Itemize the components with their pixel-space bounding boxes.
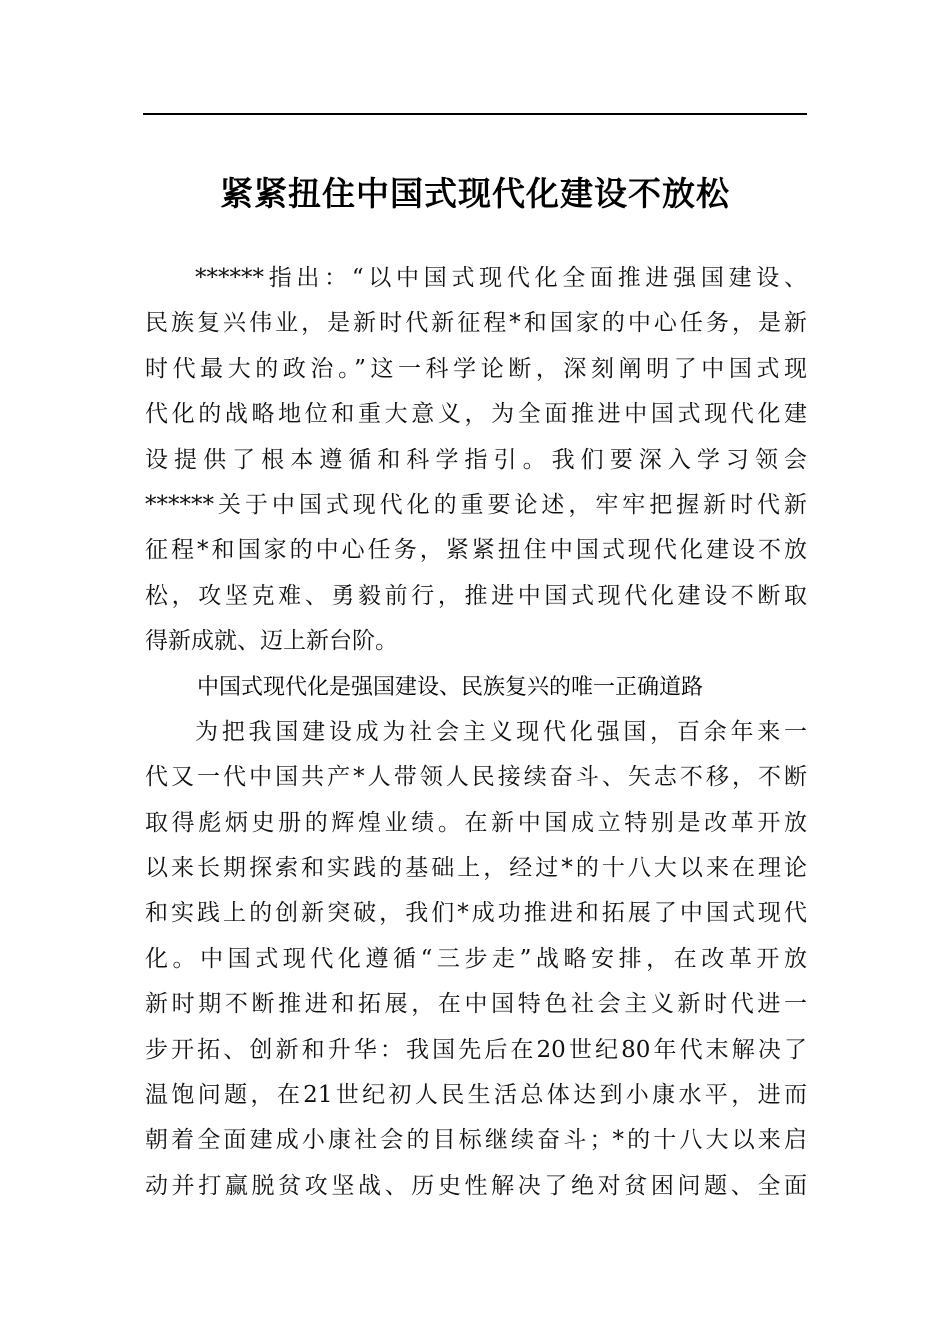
paragraph-2-line-11: 动并打赢脱贫攻坚战、历史性解决了绝对贫困问题、全面 <box>145 1172 807 1199</box>
paragraph-1-line-7: 征程*和国家的中心任务，紧紧扭住中国式现代化建设不放 <box>145 537 807 564</box>
paragraph-2-line-10: 朝着全面建成小康社会的目标继续奋斗；*的十八大以来启 <box>145 1127 807 1154</box>
paragraph-2-line-8: 步开拓、创新和升华：我国先后在20世纪80年代末解决了 <box>145 1036 807 1063</box>
paragraph-2-line-9: 温饱问题，在21世纪初人民生活总体达到小康水平，进而 <box>145 1082 807 1109</box>
paragraph-2-line-4: 以来长期探索和实践的基础上，经过*的十八大以来在理论 <box>145 855 807 882</box>
paragraph-2-line-3: 取得彪炳史册的辉煌业绩。在新中国成立特别是改革开放 <box>145 809 807 836</box>
paragraph-1-line-3: 时代最大的政治。”这一科学论断，深刻阐明了中国式现 <box>145 355 807 382</box>
paragraph-1-line-6: ******关于中国式现代化的重要论述，牢牢把握新时代新 <box>145 491 807 518</box>
paragraph-1-line-8: 松，攻坚克难、勇毅前行，推进中国式现代化建设不断取 <box>145 582 807 609</box>
paragraph-1-line-1: ******指出：“以中国式现代化全面推进强国建设、 <box>195 265 807 291</box>
section-heading: 中国式现代化是强国建设、民族复兴的唯一正确道路 <box>197 674 704 700</box>
header-rule <box>143 113 807 115</box>
paragraph-2-line-2: 代又一代中国共产*人带领人民接续奋斗、矢志不移，不断 <box>145 764 807 791</box>
paragraph-2-line-7: 新时期不断推进和拓展，在中国特色社会主义新时代进一 <box>145 991 807 1018</box>
paragraph-1-line-9: 得新成就、迈上新台阶。 <box>145 628 398 655</box>
paragraph-1-line-5: 设提供了根本遵循和科学指引。我们要深入学习领会 <box>145 446 807 473</box>
paragraph-2-line-1: 为把我国建设成为社会主义现代化强国，百余年来一 <box>195 718 807 745</box>
paragraph-2-line-6: 化。中国式现代化遵循“三步走”战略安排，在改革开放 <box>145 945 807 972</box>
paragraph-1-line-4: 代化的战略地位和重大意义，为全面推进中国式现代化建 <box>145 401 807 428</box>
paragraph-1-line-2: 民族复兴伟业，是新时代新征程*和国家的中心任务，是新 <box>145 310 807 337</box>
paragraph-2-line-5: 和实践上的创新突破，我们*成功推进和拓展了中国式现代 <box>145 900 807 927</box>
document-title: 紧紧扭住中国式现代化建设不放松 <box>220 174 730 213</box>
document-body <box>145 256 807 1209</box>
